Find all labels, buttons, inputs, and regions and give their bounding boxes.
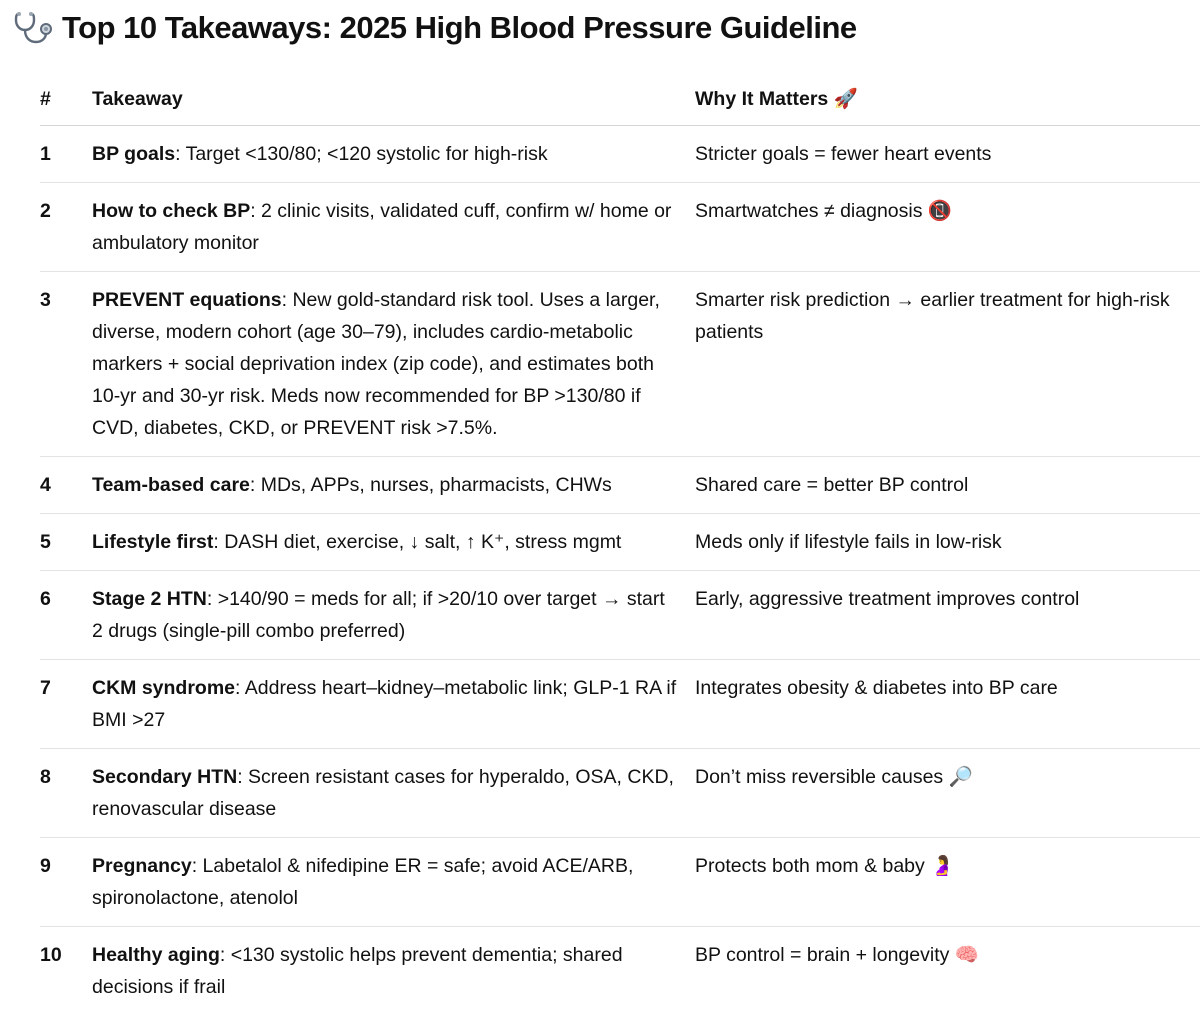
table-row: [40, 183, 1200, 272]
why-cell: Stricter goals = fewer heart events: [695, 126, 1200, 183]
why-cell: Integrates obesity & diabetes into BP care: [695, 660, 1200, 749]
page-title-text: Top 10 Takeaways: 2025 High Blood Pressure Guideline: [62, 10, 857, 45]
row-number: 5: [40, 514, 92, 571]
why-cell: Don’t miss reversible causes 🔎: [695, 749, 1200, 838]
page-title: [12, 8, 857, 48]
takeaway-keyword: Pregnancy: [92, 855, 192, 877]
row-number: 1: [40, 126, 92, 183]
takeaway-cell: [92, 514, 695, 571]
why-cell: Smarter risk prediction → earlier treatment for high-risk patients: [695, 272, 1200, 457]
row-number: 6: [40, 571, 92, 660]
takeaway-text: : <130 systolic helps prevent dementia; shared decisions if frail: [92, 944, 623, 998]
column-header-takeaway: Takeaway: [92, 72, 695, 126]
stethoscope-icon: [12, 11, 58, 45]
takeaway-keyword: Secondary HTN: [92, 766, 238, 788]
why-cell: Protects both mom & baby 🤰: [695, 838, 1200, 927]
why-cell: Meds only if lifestyle fails in low-risk: [695, 514, 1200, 571]
row-number: 2: [40, 183, 92, 272]
takeaway-keyword: Lifestyle first: [92, 531, 214, 553]
takeaway-cell: [92, 571, 695, 660]
table-row: [40, 272, 1200, 457]
why-cell: Shared care = better BP control: [695, 457, 1200, 514]
takeaway-cell: [92, 272, 695, 457]
row-number: 10: [40, 944, 62, 966]
row-number: 3: [40, 272, 92, 457]
takeaway-keyword: PREVENT equations: [92, 289, 282, 311]
takeaway-keyword: Team-based care: [92, 474, 250, 496]
table-row: [40, 660, 1200, 749]
takeaway-cell: [92, 183, 695, 272]
takeaway-cell: [92, 749, 695, 838]
takeaway-cell: [92, 126, 695, 183]
why-cell: Early, aggressive treatment improves control: [695, 571, 1200, 660]
takeaway-cell: [92, 457, 695, 514]
row-number: 9: [40, 838, 92, 927]
why-cell: BP control = brain + longevity 🧠: [695, 944, 980, 966]
table-row: [40, 514, 1200, 571]
row-number: 8: [40, 749, 92, 838]
takeaway-text: : DASH diet, exercise, ↓ salt, ↑ K⁺, stress mgmt: [213, 531, 622, 553]
takeaway-keyword: Healthy aging: [92, 944, 220, 966]
table-header-row: [40, 72, 1200, 126]
takeaway-text: : New gold-standard risk tool. Uses a larger, diverse, modern cohort (age 30–79), includes cardio-metabolic markers + social deprivation index (zip code), and estimates both 10-yr and 30-yr risk. Meds now recommended for BP >130/80 if CVD, diabetes, CKD, or PREVENT risk >7.5%.: [92, 289, 660, 439]
takeaway-keyword: How to check BP: [92, 200, 251, 222]
table-row: [40, 457, 1200, 514]
takeaway-cell: [92, 927, 695, 1016]
takeaway-text: : Address heart–kidney–metabolic link; GLP-1 RA if BMI >27: [92, 677, 677, 731]
column-header-why: Why It Matters 🚀: [695, 72, 1200, 126]
table-row: [40, 749, 1200, 838]
takeaway-keyword: BP goals: [92, 143, 176, 165]
takeaway-text: : Target <130/80; <120 systolic for high-risk: [175, 143, 548, 165]
column-header-number: #: [40, 72, 92, 126]
takeaway-cell: [92, 660, 695, 749]
row-number: 4: [40, 457, 92, 514]
row-number: 7: [40, 660, 92, 749]
takeaway-keyword: Stage 2 HTN: [92, 588, 207, 610]
takeaway-keyword: CKM syndrome: [92, 677, 236, 699]
takeaway-text: : Screen resistant cases for hyperaldo, OSA, CKD, renovascular disease: [92, 766, 674, 820]
table-row: [40, 126, 1200, 183]
takeaway-text: : MDs, APPs, nurses, pharmacists, CHWs: [249, 474, 612, 496]
takeaway-text: : Labetalol & nifedipine ER = safe; avoid ACE/ARB, spironolactone, atenolol: [92, 855, 634, 909]
table-row: [40, 838, 1200, 927]
takeaway-text: : 2 clinic visits, validated cuff, confirm w/ home or ambulatory monitor: [92, 200, 672, 254]
why-cell: Smartwatches ≠ diagnosis 📵: [695, 183, 1200, 272]
takeaways-table: [40, 72, 1200, 1015]
takeaway-text: : >140/90 = meds for all; if >20/10 over target → start 2 drugs (single-pill combo preferred): [92, 588, 665, 642]
table-row: [40, 571, 1200, 660]
table-row: [40, 927, 1200, 1016]
takeaway-cell: [92, 838, 695, 927]
